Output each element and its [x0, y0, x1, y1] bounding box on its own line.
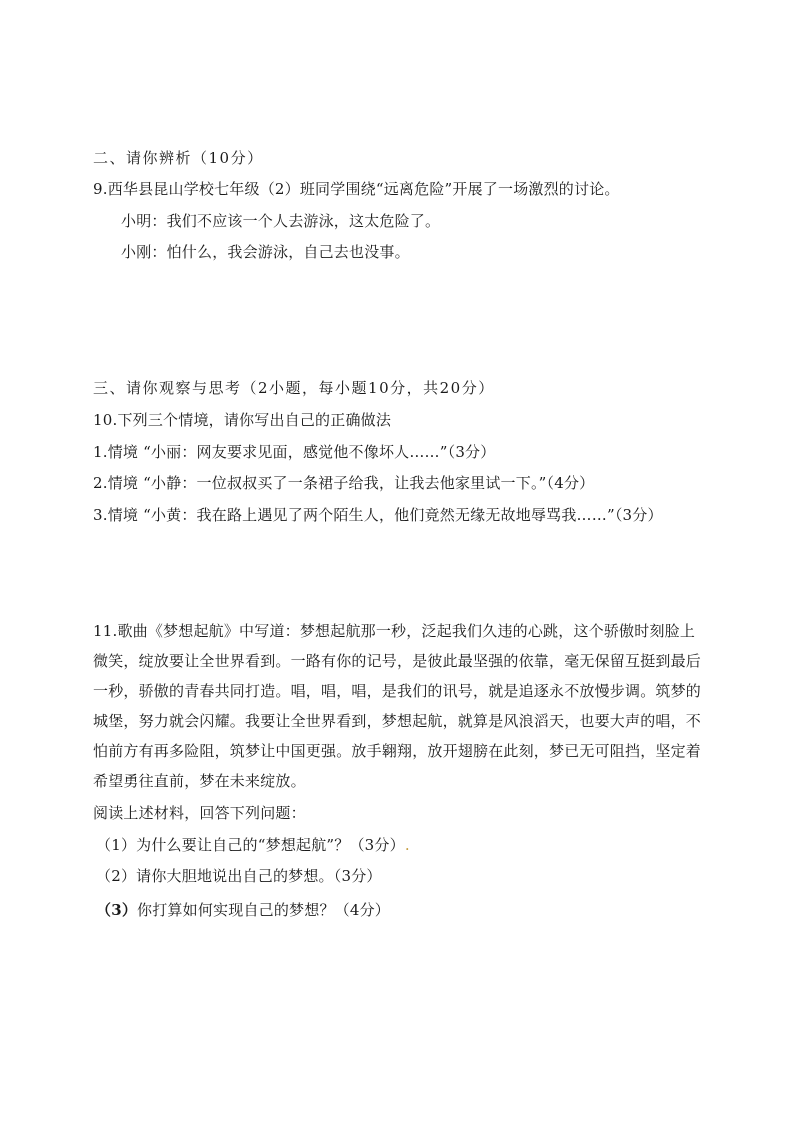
sub-question-1-text: （1）为什么要让自己的“梦想起航”？（3分） [96, 836, 405, 854]
reading-instruction: 阅读上述材料，回答下列问题： [93, 804, 306, 822]
stray-mark: . [404, 836, 410, 854]
xiaogang-statement: 小刚：怕什么，我会游泳，自己去也没事。 [121, 243, 410, 261]
sub-question-3-text: 你打算如何实现自己的梦想？（4分） [137, 901, 390, 919]
xiaoming-statement: 小明：我们不应该一个人去游泳，这太危险了。 [121, 212, 441, 230]
sub-question-2: （2）请你大胆地说出自己的梦想。（3分） [96, 867, 382, 885]
sub-question-3-number: （3） [96, 901, 138, 919]
section-2-heading: 二、请你辨析（10分） [93, 149, 264, 167]
sub-question-1 [96, 835, 410, 855]
section-3-heading: 三、请你观察与思考（2小题，每小题10分，共20分） [93, 379, 495, 397]
question-11-lyrics: 11.歌曲《梦想起航》中写道：梦想起航那一秒，泛起我们久违的心跳，这个骄傲时刻脸上微笑，绽放要让全世界看到。一路有你的记号，是彼此最坚强的依靠，毫无保留互挺到最后一秒，骄傲的青春共同打造。唱，唱，唱，是我们的讯号，就是追逐永不放慢步调。筑梦的城堡，努力就会闪耀。我要让全世界看到，梦想起航，就算是风浪滔天，也要大声的唱，不怕前方有再多险阻，筑梦让中国更强。放手翱翔，放开翅膀在此刻，梦已无可阻挡，坚定着希望勇往直前，梦在未来绽放。 [93, 622, 702, 790]
sub-question-3 [96, 900, 390, 920]
scenario-2: 2.情境 “小静：一位叔叔买了一条裙子给我，让我去他家里试一下。”（4分） [93, 474, 595, 492]
scenario-3: 3.情境 “小黄：我在路上遇见了两个陌生人，他们竟然无缘无故地辱骂我……”（3分） [93, 506, 663, 524]
scenario-1: 1.情境 “小丽：网友要求见面，感觉他不像坏人……”（3分） [93, 443, 496, 461]
question-9: 9.西华县昆山学校七年级（2）班同学围绕“远离危险”开展了一场激烈的讨论。 [93, 180, 620, 198]
question-10: 10.下列三个情境，请你写出自己的正确做法 [93, 411, 392, 429]
